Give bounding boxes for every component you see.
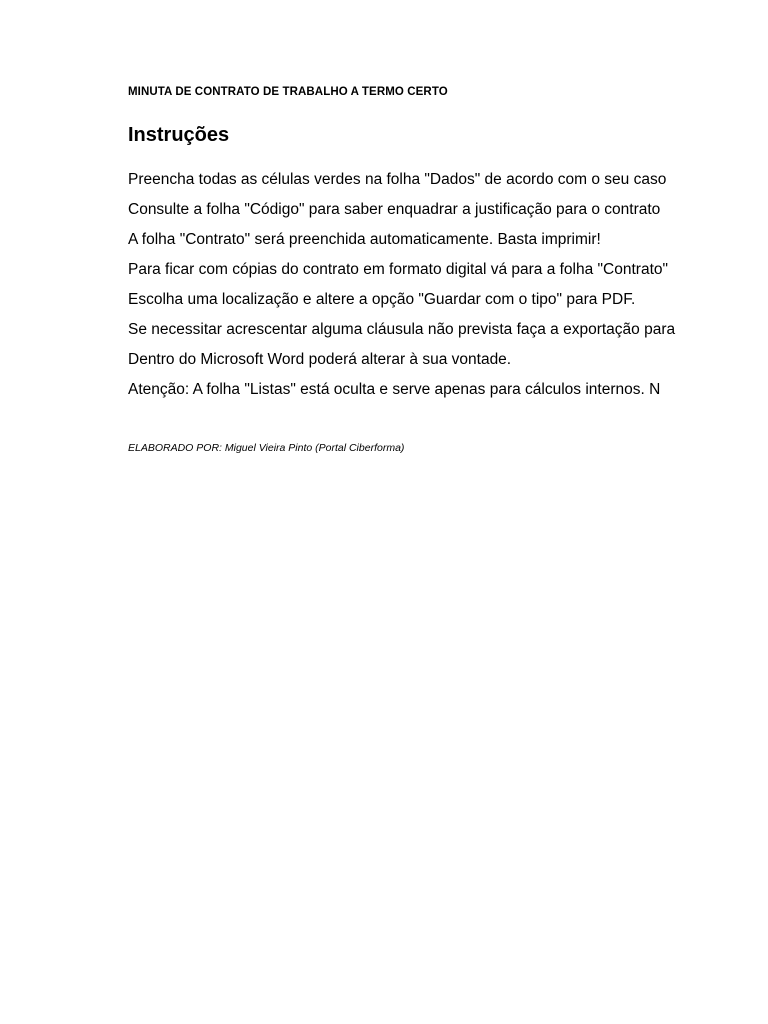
instruction-line: Para ficar com cópias do contrato em formato digital vá para a folha "Contrato" — [128, 261, 668, 278]
document-content — [128, 84, 686, 455]
author-credit: ELABORADO POR: Miguel Vieira Pinto (Portal Ciberforma) — [128, 442, 405, 454]
instruction-line: Se necessitar acrescentar alguma cláusula não prevista faça a exportação para — [128, 321, 676, 338]
instruction-line: Atenção: A folha "Listas" está oculta e serve apenas para cálculos internos. N — [128, 381, 661, 398]
instruction-line: A folha "Contrato" será preenchida automaticamente. Basta imprimir! — [128, 231, 601, 248]
instruction-line: Escolha uma localização e altere a opção "Guardar com o tipo" para PDF. — [128, 291, 636, 308]
instruction-line: Preencha todas as células verdes na folha "Dados" de acordo com o seu caso — [128, 171, 667, 188]
instructions-heading: Instruções — [128, 124, 230, 146]
document-title: MINUTA DE CONTRATO DE TRABALHO A TERMO CERTO — [128, 86, 448, 98]
instruction-line: Consulte a folha "Código" para saber enquadrar a justificação para o contrato — [128, 201, 661, 218]
instruction-line: Dentro do Microsoft Word poderá alterar à sua vontade. — [128, 351, 512, 368]
instructions-list — [128, 165, 686, 405]
